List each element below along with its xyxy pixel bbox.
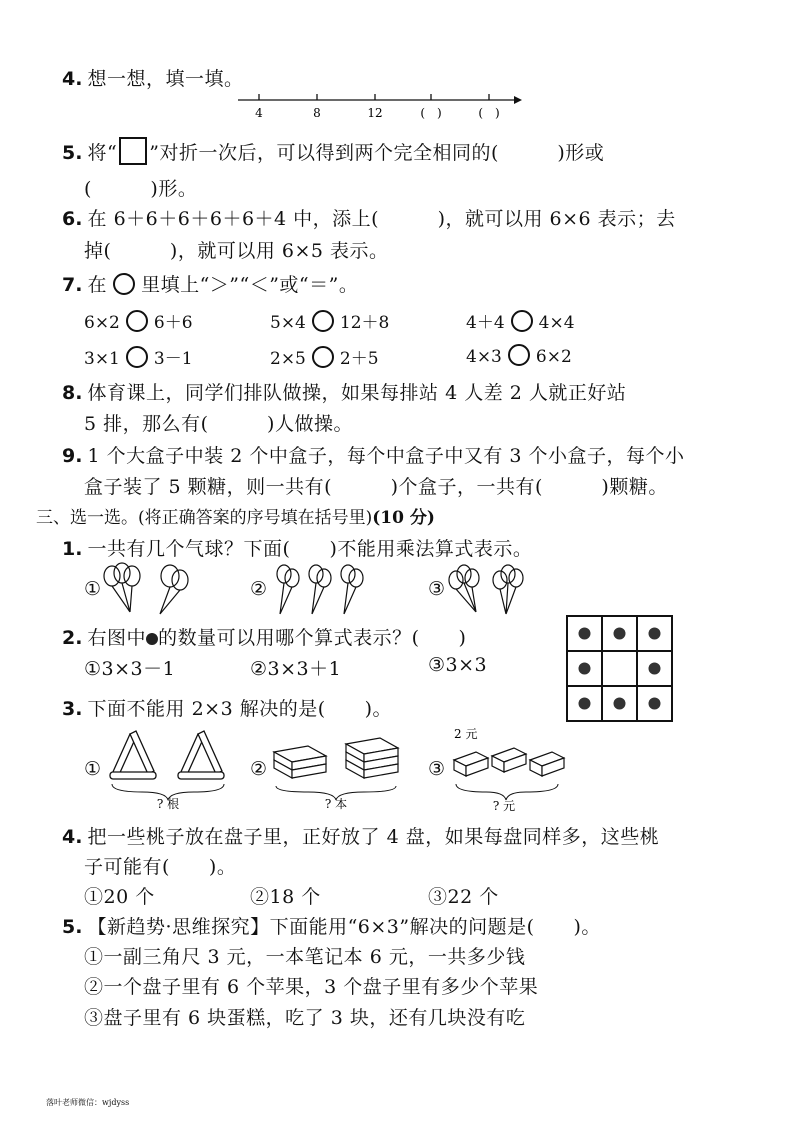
option[interactable]: ③3×3 (428, 654, 488, 676)
grid-dot (614, 698, 626, 710)
compare-item (466, 344, 572, 367)
erasers-icon (446, 724, 566, 814)
question-4 (62, 64, 244, 91)
price-question-label: ? 元 (492, 799, 516, 813)
compare-right: 3－1 (153, 349, 193, 369)
compare-item (270, 308, 389, 333)
question-text-line2: 盒子装了 5 颗糖，则一共有( )个盒子，一共有( )颗糖。 (84, 476, 668, 498)
option[interactable]: ①3×3－1 (84, 658, 176, 680)
tick-label: 12 (367, 106, 383, 120)
question-text: 想一想，填一填。 (87, 68, 244, 90)
compare-left: 2×5 (270, 349, 306, 369)
compare-left: 4＋4 (466, 313, 505, 333)
question-text: 把一些桃子放在盘子里，正好放了 4 盘，如果每盘同样多，这些桃 (87, 826, 660, 848)
question-number: 5. (62, 142, 83, 164)
circle-blank-icon (113, 273, 135, 295)
question-text: 下面不能用 2×3 解决的是( )。 (87, 698, 393, 720)
tick-blank[interactable]: ( ) (420, 106, 442, 120)
compare-circle[interactable] (511, 310, 533, 332)
question-text: 的数量可以用哪个算式表示？( ) (158, 627, 467, 649)
compare-item (84, 308, 193, 333)
grid-dot (579, 628, 591, 640)
grid-dot (649, 698, 661, 710)
compare-left: 4×3 (466, 347, 502, 367)
question-text-line2: ( )形。 (84, 178, 198, 200)
question-number: 1. (62, 538, 83, 560)
choice-1 (62, 534, 532, 561)
tick-label: 8 (313, 106, 321, 120)
question-number: 6. (62, 208, 83, 230)
grid-dot (579, 698, 591, 710)
question-text-line2: 5 排，那么有( )人做操。 (84, 413, 353, 435)
tick-blank[interactable]: ( ) (478, 106, 500, 120)
question-text: 右图中 (87, 627, 147, 649)
compare-left: 6×2 (84, 313, 120, 333)
option-marker[interactable]: ① (84, 758, 102, 780)
choice-2 (62, 623, 466, 650)
compare-right: 6×2 (535, 347, 572, 367)
option-marker[interactable]: ② (250, 578, 268, 600)
option[interactable]: ②18 个 (250, 886, 321, 908)
book-stacks-icon (268, 726, 408, 810)
question-number: 4. (62, 68, 83, 90)
question-text: ”对折一次后，可以得到两个完全相同的( )形或 (149, 142, 605, 164)
option[interactable]: ②3×3＋1 (250, 658, 342, 680)
option-marker[interactable]: ③ (428, 578, 446, 600)
balloons-group-3-icon (446, 562, 536, 618)
section-title-text: 三、选一选。(将正确答案的序号填在括号里) (36, 508, 373, 528)
compare-right: 6＋6 (153, 313, 193, 333)
books-question-label: ? 本 (324, 797, 348, 810)
choice-5 (62, 912, 601, 939)
price-label: 2 元 (454, 727, 478, 741)
question-7 (62, 270, 358, 297)
compare-circle[interactable] (508, 344, 530, 366)
balloons-group-1-icon (100, 562, 190, 618)
compare-item (270, 344, 379, 369)
question-number: 5. (62, 916, 83, 938)
question-text: 将“ (87, 142, 118, 164)
dot-grid (565, 614, 675, 726)
compare-circle[interactable] (126, 310, 148, 332)
tick-label: 4 (255, 106, 263, 120)
question-text: 一共有几个气球？下面( )不能用乘法算式表示。 (87, 538, 533, 560)
option-marker[interactable]: ③ (428, 758, 446, 780)
compare-item (466, 308, 575, 333)
question-number: 7. (62, 274, 83, 296)
question-number: 4. (62, 826, 83, 848)
choice-3 (62, 694, 392, 721)
black-dot-icon (146, 633, 158, 645)
compare-right: 2＋5 (339, 349, 379, 369)
grid-dot (614, 628, 626, 640)
section-title (36, 503, 435, 528)
question-text: 【新趋势·思维探究】下面能用“6×3”解决的问题是( )。 (87, 916, 601, 938)
compare-left: 5×4 (270, 313, 306, 333)
question-text: 1 个大盒子中装 2 个中盒子，每个中盒子中又有 3 个小盒子，每个小 (87, 445, 685, 467)
grid-dot (649, 628, 661, 640)
question-text: 在 (87, 274, 108, 296)
question-text-line2: 掉( )，就可以用 6×5 表示。 (84, 240, 389, 262)
option[interactable]: ③盘子里有 6 块蛋糕，吃了 3 块，还有几块没有吃 (84, 1007, 526, 1029)
compare-left: 3×1 (84, 349, 120, 369)
option[interactable]: ①一副三角尺 3 元，一本笔记本 6 元，一共多少钱 (84, 946, 526, 968)
grid-dot (579, 663, 591, 675)
question-text: 里填上“＞”“＜”或“＝”。 (141, 274, 359, 296)
balloons-group-2-icon (270, 562, 370, 618)
compare-circle[interactable] (312, 310, 334, 332)
question-number: 8. (62, 382, 83, 404)
question-number: 9. (62, 445, 83, 467)
compare-right: 4×4 (538, 313, 575, 333)
option[interactable]: ②一个盘子里有 6 个苹果，3 个盘子里有多少个苹果 (84, 976, 539, 998)
option-marker[interactable]: ② (250, 758, 268, 780)
question-number: 3. (62, 698, 83, 720)
section-score: (10 分) (372, 508, 435, 528)
grid-dot (649, 663, 661, 675)
option[interactable]: ③22 个 (428, 886, 499, 908)
question-text-line2: 子可能有( )。 (84, 856, 237, 878)
question-number: 2. (62, 627, 83, 649)
compare-circle[interactable] (126, 346, 148, 368)
compare-circle[interactable] (312, 346, 334, 368)
question-6 (62, 204, 676, 231)
question-text: 在 6＋6＋6＋6＋6＋4 中，添上( )，就可以用 6×6 表示；去 (87, 208, 676, 230)
compare-right: 12＋8 (339, 313, 390, 333)
square-shape (119, 137, 147, 165)
question-5 (62, 137, 604, 165)
stick-triangles-icon (102, 728, 242, 810)
question-text: 体育课上，同学们排队做操，如果每排站 4 人差 2 人就正好站 (87, 382, 627, 404)
number-line (232, 90, 528, 122)
choice-4 (62, 822, 659, 849)
footer-note: 落叶老师微信：wjdyss (46, 1098, 130, 1107)
compare-item (84, 344, 193, 369)
question-8 (62, 378, 626, 405)
option-marker[interactable]: ① (84, 578, 102, 600)
sticks-question-label: ? 根 (156, 797, 180, 810)
question-9 (62, 441, 685, 468)
option[interactable]: ①20 个 (84, 886, 155, 908)
